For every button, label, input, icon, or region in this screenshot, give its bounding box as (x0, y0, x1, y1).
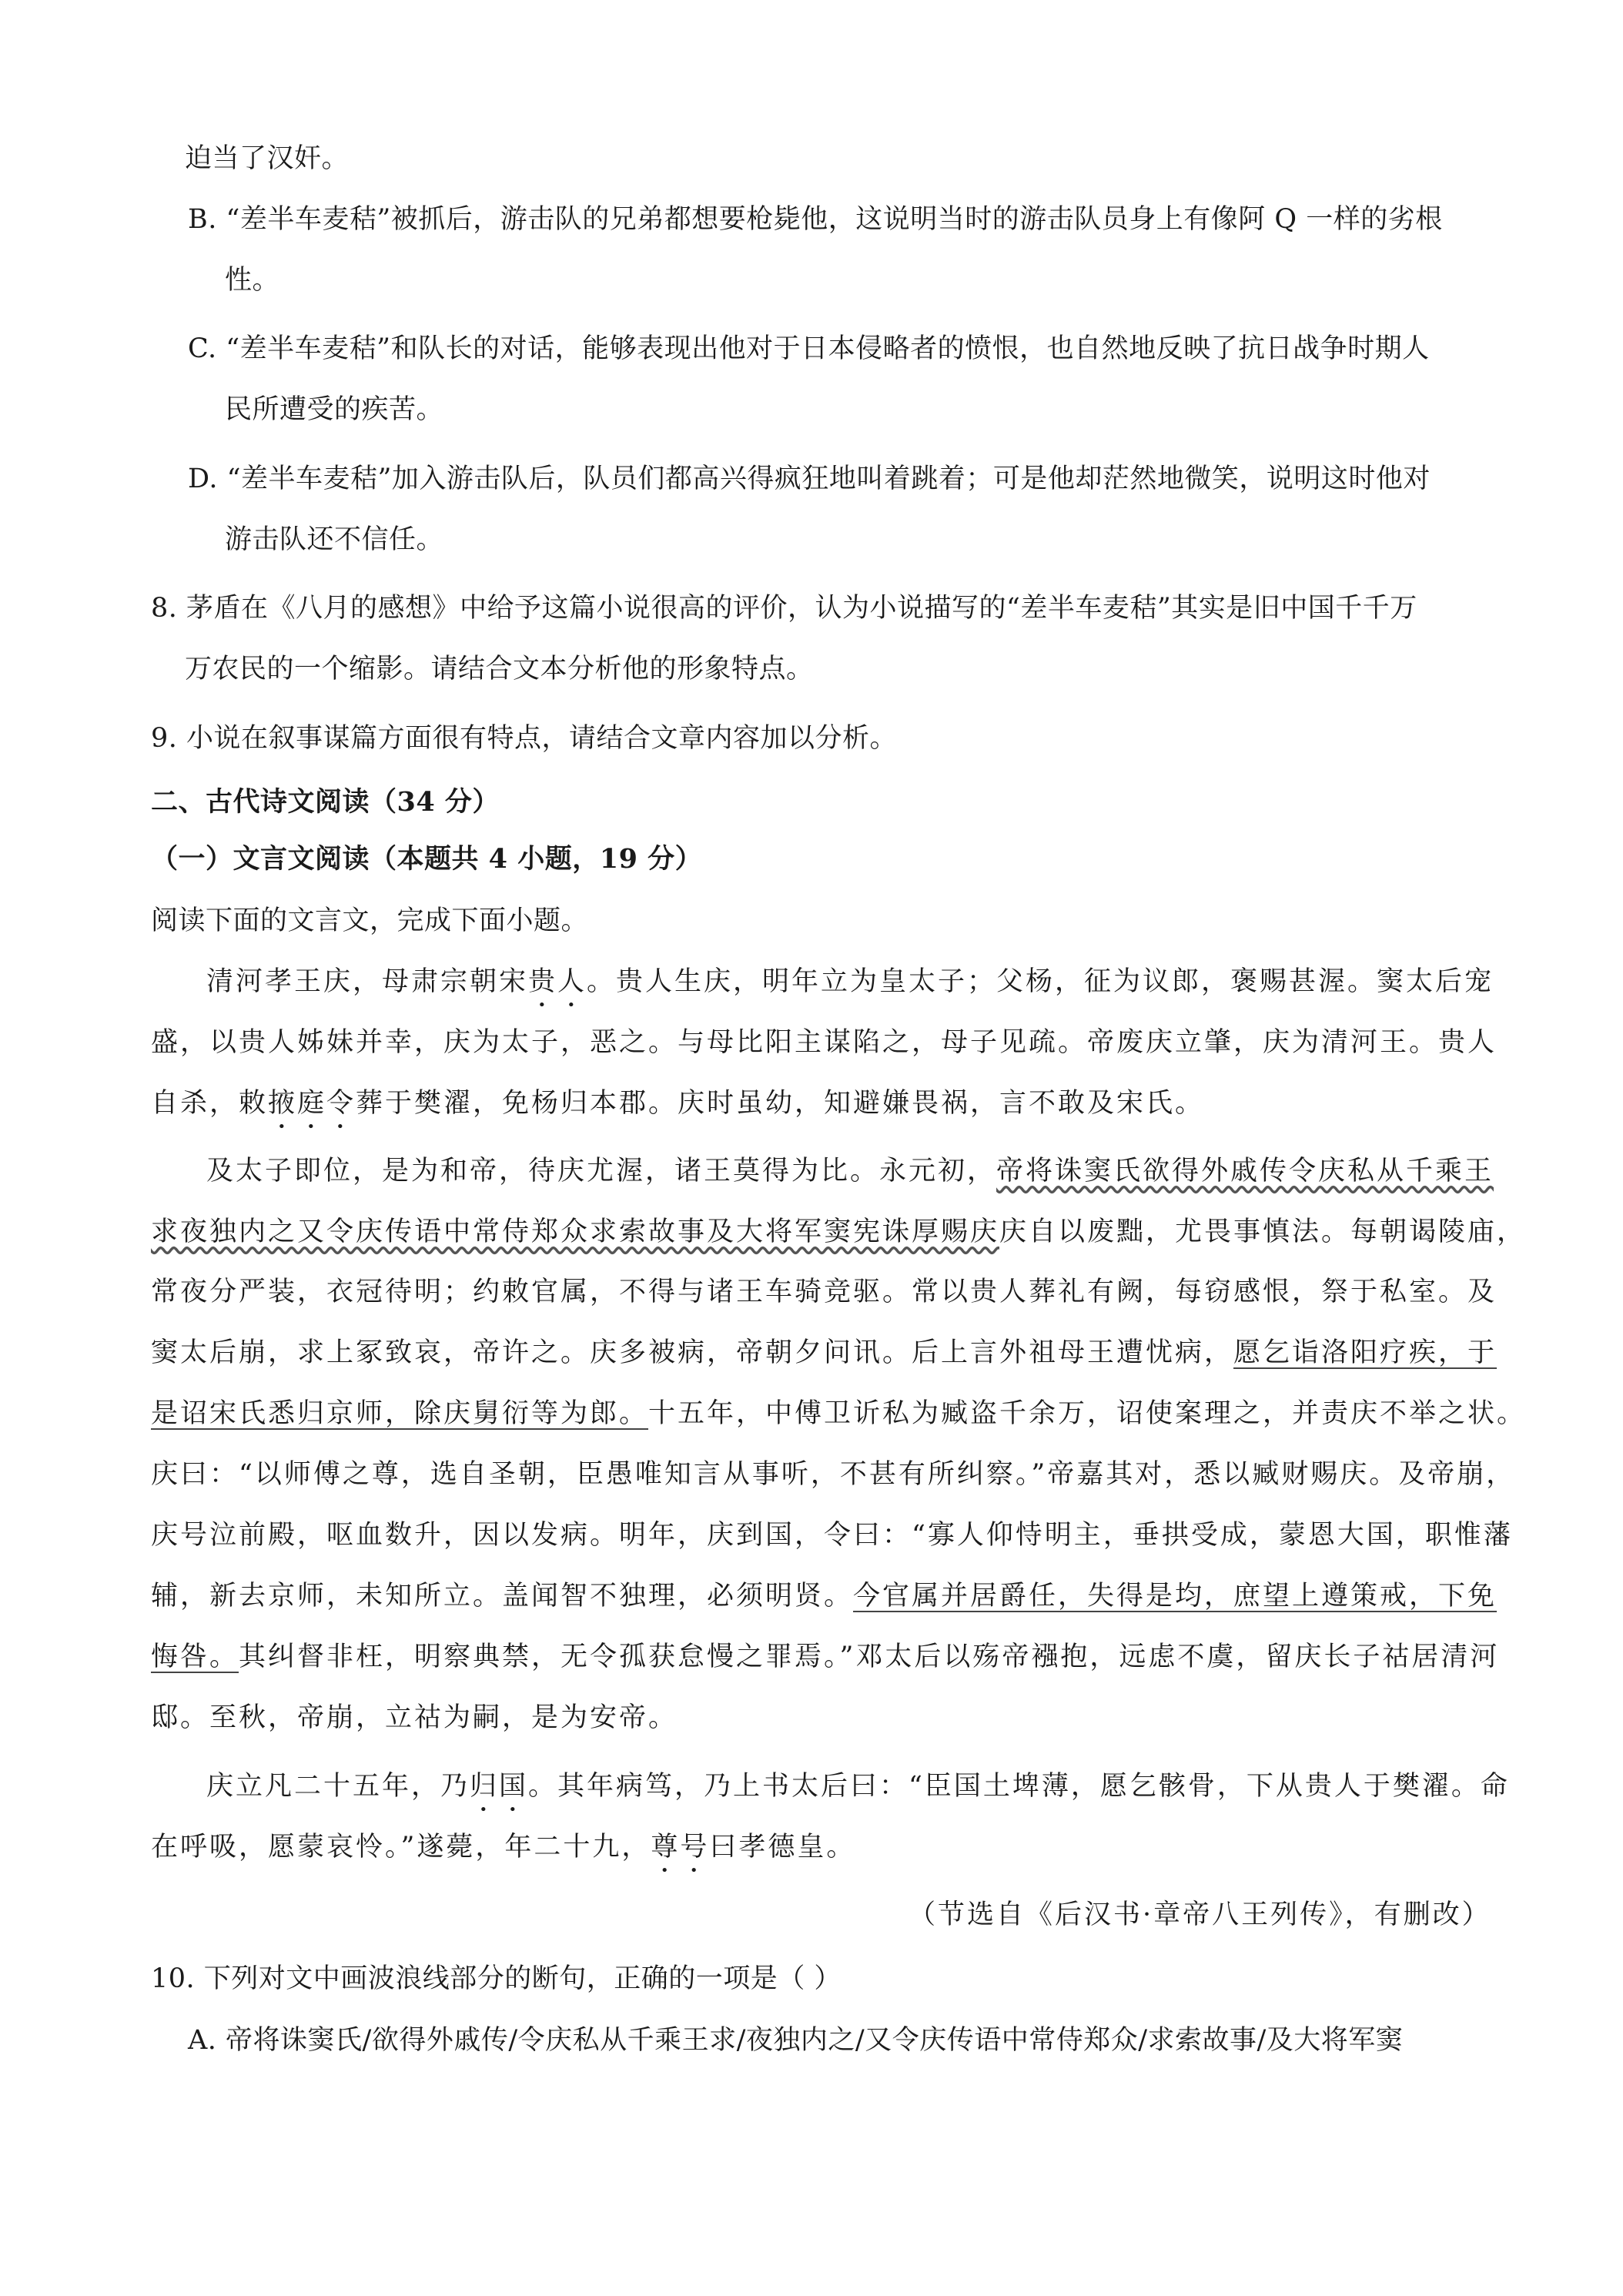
q7-option-b-cont: 性。 (225, 265, 280, 296)
q8-stem: 8. 茅盾在《八月的感想》中给予这篇小说很高的评价，认为小说描写的“差半车麦秸”其实是旧中国千千万 (151, 593, 1417, 624)
underlined-text: 悔咎。 (151, 1642, 239, 1672)
dotted-term: 尊号 (651, 1832, 710, 1863)
q7-option-d-cont: 游击队还不信任。 (225, 524, 444, 555)
q7-option-c-cont: 民所遭受的疾苦。 (225, 394, 444, 425)
passage-p2-line4: 窦太后崩，求上冢致哀，帝许之。庆多被病，帝朝夕问讯。后上言外祖母王遭忧病，愿乞诣洛阳疗疾，于 (151, 1337, 1498, 1368)
dotted-term: 贵人 (528, 966, 587, 997)
passage-p2-line9: 悔咎。其纠督非枉，明察典禁，无令孤获怠慢之罪焉。”邓太后以殇帝襁抱，远虑不虞，留庆长子祜居清河 (151, 1642, 1500, 1672)
underlined-text: 是诏宋氏悉归京师，除庆舅衍等为郎。 (151, 1398, 649, 1429)
passage-p3-line2: 在呼吸，愿蒙哀怜。”遂薨，年二十九，尊号曰孝德皇。 (151, 1832, 856, 1863)
dotted-term: 归国 (470, 1771, 529, 1802)
q10-stem: 10. 下列对文中画波浪线部分的断句，正确的一项是（ ） (151, 1963, 842, 1994)
q7-option-a-continuation: 迫当了汉奸。 (185, 143, 350, 174)
passage-source: （节选自《后汉书·章帝八王列传》，有删改） (909, 1899, 1491, 1930)
passage-p2-line3: 常夜分严装，衣冠待明；约敕官属，不得与诸王车骑竞驱。常以贵人葬礼有阙，每窃感恨，祭于私室。及 (151, 1277, 1498, 1307)
underlined-text: 愿乞诣洛阳疗疾，于 (1233, 1337, 1498, 1368)
passage-p2-line10: 邸。至秋，帝崩，立祜为嗣，是为安帝。 (151, 1702, 678, 1733)
q7-option-b: B. “差半车麦秸”被抓后，游击队的兄弟都想要枪毙他，这说明当时的游击队员身上有像阿 Q 一样的劣根 (188, 204, 1443, 235)
passage-p3-line1: 庆立凡二十五年，乃归国。其年病笃，乃上书太后曰：“臣国土埤薄，愿乞骸骨，下从贵人于樊濯。命 (206, 1771, 1510, 1802)
passage-p2-line8: 辅，新去京师，未知所立。盖闻智不独理，必须明贤。今官属并居爵任，失得是均，庶望上遵策戒，下免 (151, 1581, 1498, 1612)
passage-p2-line7: 庆号泣前殿，呕血数升，因以发病。明年，庆到国，令曰：“寡人仰恃明主，垂拱受成，蒙恩大国，职惟藩 (151, 1520, 1513, 1551)
dotted-term: 掖庭令 (268, 1088, 356, 1119)
q7-option-d: D. “差半车麦秸”加入游击队后，队员们都高兴得疯狂地叫着跳着；可是他却茫然地微笑，说明这时他对 (188, 464, 1431, 494)
section-subtitle: （一）文言文阅读（本题共 4 小题，19 分） (151, 843, 703, 875)
q7-option-c: C. “差半车麦秸”和队长的对话，能够表现出他对于日本侵略者的愤恨，也自然地反映了抗日战争时期人 (188, 333, 1430, 364)
passage-p1-line2: 盛，以贵人姊妹并幸，庆为太子，恶之。与母比阳主谋陷之，母子见疏。帝废庆立肇，庆为清河王。贵人 (151, 1027, 1498, 1058)
section-title: 二、古代诗文阅读（34 分） (151, 786, 500, 818)
q8-stem-cont: 万农民的一个缩影。请结合文本分析他的形象特点。 (185, 654, 814, 684)
passage-p2-line1: 及太子即位，是为和帝，待庆尤渥，诸王莫得为比。永元初，帝将诛窦氏欲得外戚传令庆私从千乘王 (206, 1156, 1494, 1186)
passage-p2-line2: 求夜独内之又令庆传语中常侍郑众求索故事及大将军窦宪诛厚赐庆庆自以废黜，尤畏事慎法。每朝谒陵庙， (151, 1217, 1527, 1247)
passage-p2-line6: 庆曰：“以师傅之尊，选自圣朝，臣愚唯知言从事听，不甚有所纠察。”帝嘉其对，悉以臧财赐庆。及帝崩， (151, 1459, 1516, 1490)
q10-option-a: A. 帝将诛窦氏/欲得外戚传/令庆私从千乘王求/夜独内之/又令庆传语中常侍郑众/求索故事/及大将军窦 (188, 2025, 1404, 2056)
passage-p1-line1: 清河孝王庆，母肃宗朝宋贵人。贵人生庆，明年立为皇太子；父杨，征为议郎，褒赐甚渥。窦太后宠 (206, 966, 1494, 997)
reading-instruction: 阅读下面的文言文，完成下面小题。 (151, 905, 589, 936)
wavy-underlined-text: 帝将诛窦氏欲得外戚传令庆私从千乘王 (996, 1156, 1494, 1186)
underlined-text: 今官属并居爵任，失得是均，庶望上遵策戒，下免 (853, 1581, 1498, 1612)
passage-p2-line5: 是诏宋氏悉归京师，除庆舅衍等为郎。十五年，中傅卫䜣私为臧盗千余万，诏使案理之，并责庆不举之状。 (151, 1398, 1527, 1429)
wavy-underlined-text: 求夜独内之又令庆传语中常侍郑众求索故事及大将军窦宪诛厚赐庆 (151, 1217, 1000, 1247)
passage-p1-line3: 自杀，敕掖庭令葬于樊濯，免杨归本郡。庆时虽幼，知避嫌畏祸，言不敢及宋氏。 (151, 1088, 1205, 1119)
q9-stem: 9. 小说在叙事谋篇方面很有特点，请结合文章内容加以分析。 (151, 723, 898, 754)
